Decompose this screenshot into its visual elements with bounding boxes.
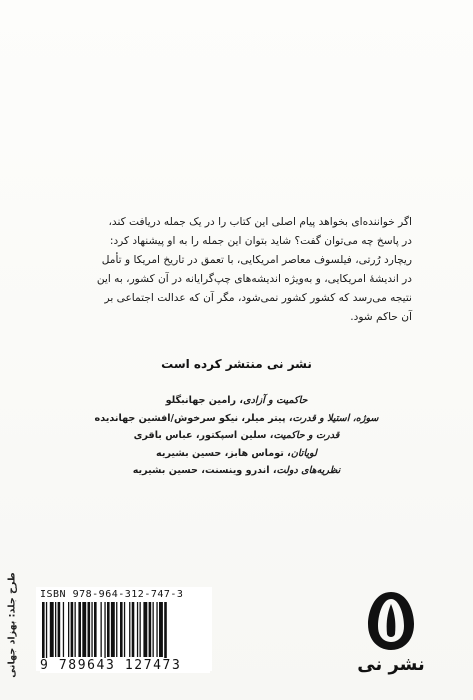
barcode-number: 9 789643 127473	[40, 658, 210, 673]
blurb-line: ریچارد رُرتی، فیلسوف معاصر امریکایی، با تعمق در تاریخ امریکا و تأمل	[101, 254, 412, 266]
book-title: نظریه‌های دولت	[276, 465, 341, 476]
book-title: سوژه، استیلا و قدرت	[292, 412, 379, 424]
barcode-icon	[40, 602, 210, 664]
blurb-line: در پاسخ چه می‌توان گفت؟ شاید بتوان این جمله را به او پیشنهاد کرد:	[109, 235, 412, 247]
publisher-list-heading: نشر نی منتشر کرده است	[161, 357, 312, 371]
cover-blurb	[52, 213, 412, 327]
book-title: قدرت و حاکمیت	[273, 430, 340, 441]
book-author: ، اندرو وینسنت، حسین بشیریه	[132, 465, 277, 476]
book-author: ، سلین اسپکتور، عباس باقری	[133, 430, 274, 441]
cover-designer-credit	[2, 572, 22, 678]
book-author: ، توماس هابز، حسین بشیریه	[156, 447, 291, 459]
book-title: حاکمیت و آزادی	[243, 395, 308, 406]
publisher-book-list	[0, 392, 473, 480]
cover-designer-text: طرح جلد: بهزاد جهانی	[6, 572, 18, 678]
book-list-item	[0, 445, 473, 463]
book-author: ، رامین جهانبگلو	[165, 395, 244, 406]
book-author: ، پیتر میلر، نیکو سرخوش/افشین جهاندیده	[94, 412, 293, 424]
isbn-label: ISBN 978-964-312-747-3	[40, 589, 184, 600]
publisher-name: نشر نی	[357, 654, 425, 675]
blurb-line: نتیجه می‌رسد که کشور کشور نمی‌شود، مگر آن که عدالت اجتماعی بر	[104, 292, 412, 304]
nashr-ney-logo-icon	[366, 590, 416, 652]
blurb-line: اگر خواننده‌ای بخواهد پیام اصلی این کتاب را در یک جمله دریافت کند،	[108, 216, 412, 228]
book-list-item	[0, 462, 473, 480]
book-list-item	[0, 427, 473, 445]
book-list-item	[0, 392, 473, 410]
book-list-item	[0, 410, 473, 428]
blurb-line: در اندیشهٔ امریکایی، و به‌ویژه اندیشه‌های چپ‌گرایانه در آن کشور، به این	[96, 273, 412, 285]
book-title: لویاتان	[290, 447, 317, 459]
blurb-line: آن حاکم شود.	[350, 311, 412, 323]
